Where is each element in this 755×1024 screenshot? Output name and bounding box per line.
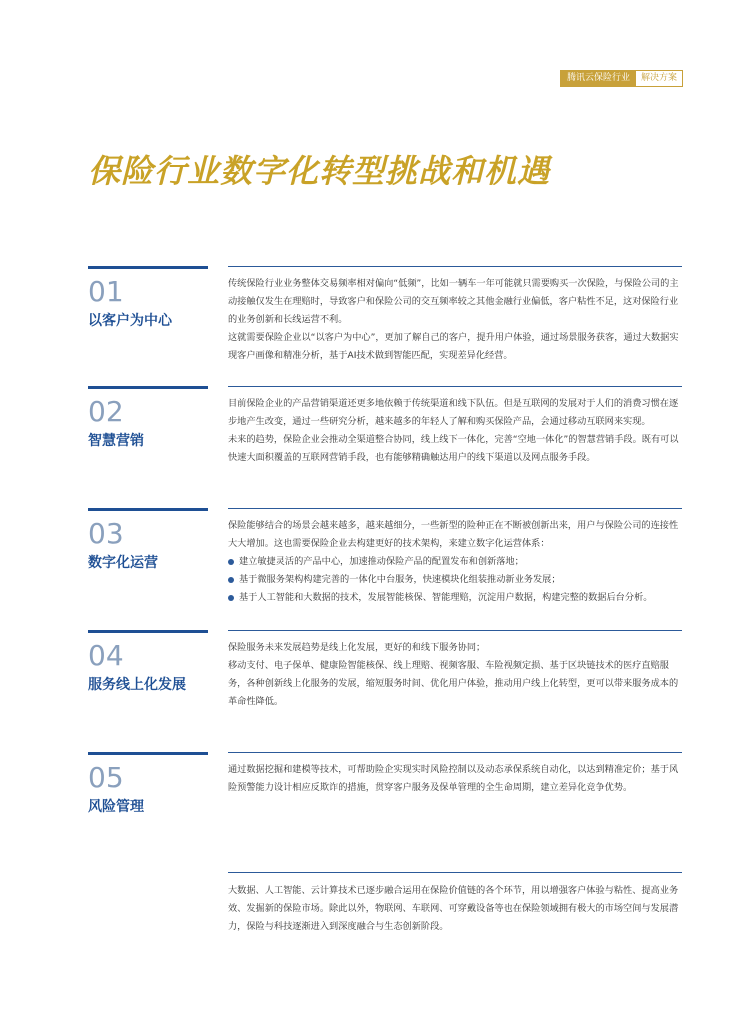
section-bar — [88, 630, 208, 633]
paragraph: 保险服务未来发展趋势是线上化发展，更好的和线下服务协同； — [228, 642, 486, 653]
section-divider — [228, 630, 682, 631]
tag-right: 解决方案 — [636, 71, 682, 86]
section-divider — [228, 386, 682, 387]
closing-divider — [228, 872, 682, 873]
section-divider — [228, 266, 682, 267]
paragraph: 通过数据挖掘和建模等技术，可帮助险企实现实时风险控制以及动态承保系统自动化，以达到精准定价；基于风险预警能力设计相应反欺诈的措施，贯穿客户服务及保单管理的全生命周期，建立差异化竞争优势。 — [228, 764, 679, 793]
paragraph: 这就需要保险企业以“以客户为中心”，更加了解自己的客户，提升用户体验，通过场景服务获客，通过大数据实现客户画像和精准分析，基于AI技术做到智能匹配，实现差异化经营。 — [228, 332, 679, 361]
paragraph: 保险能够结合的场景会越来越多，越来越细分，一些新型的险种正在不断被创新出来，用户与保险公司的连接性大大增加。这也需要保险企业去构建更好的技术架构，来建立数字化运营体系： — [228, 520, 679, 549]
bullet-text: 基于人工智能和大数据的技术，发展智能核保、智能理赔，沉淀用户数据，构建完整的数据后台分析。 — [239, 592, 653, 603]
section-title: 以客户为中心 — [88, 313, 172, 329]
page-title: 保险行业数字化转型挑战和机遇 — [88, 152, 551, 190]
section-bar — [88, 386, 208, 389]
section-divider — [228, 508, 682, 509]
bullet-text: 基于微服务架构构建完善的一体化中台服务，快速模块化组装推动新业务发展； — [239, 574, 561, 585]
bullet-dot-icon — [228, 559, 234, 565]
bullet-dot-icon — [228, 595, 234, 601]
bullet-text: 建立敏捷灵活的产品中心，加速推动保险产品的配置发布和创新落地； — [239, 556, 524, 567]
section-title: 风险管理 — [88, 799, 144, 815]
header-tag — [560, 70, 683, 87]
section-title: 数字化运营 — [88, 555, 158, 571]
section-body — [228, 761, 682, 797]
paragraph: 传统保险行业业务整体交易频率相对偏向“低频”，比如一辆车一年可能就只需要购买一次保险，与保险公司的主动接触仅发生在理赔时，导致客户和保险公司的交互频率较之其他金融行业偏低，客户粘性不足，这对保险行业的业务创新和长线运营不利。 — [228, 278, 679, 325]
paragraph: 未来的趋势，保险企业会推动全渠道整合协同，线上线下一体化，完善“空地一体化”的智慧营销手段。既有可以快速大面积覆盖的互联网营销手段，也有能够精确触达用户的线下渠道以及网点服务手段。 — [228, 434, 679, 463]
section-body — [228, 639, 682, 711]
paragraph: 移动支付、电子保单、健康险智能核保、线上理赔、视频客服、车险视频定损、基于区块链技术的医疗直赔服务，各种创新线上化服务的发展，缩短服务时间、优化用户体验，推动用户线上化转型，更可以带来服务成本的革命性降低。 — [228, 660, 679, 707]
bullet-item — [228, 589, 682, 607]
section-number: 01 — [88, 275, 124, 308]
section-body — [228, 517, 682, 607]
section-body — [228, 275, 682, 365]
bullet-item — [228, 553, 682, 571]
paragraph: 目前保险企业的产品营销渠道还更多地依赖于传统渠道和线下队伍。但是互联网的发展对于人们的消费习惯在逐步地产生改变，通过一些研究分析，越来越多的年轻人了解和购买保险产品，会通过移动互联网来实现。 — [228, 398, 679, 427]
closing-paragraph: 大数据、人工智能、云计算技术已逐步融合运用在保险价值链的各个环节，用以增强客户体验与粘性、提高业务效、发掘新的保险市场。除此以外，物联网、车联网、可穿戴设备等也在保险领域拥有极大的市场空间与发展潜力，保险与科技逐渐进入到深度融合与生态创新阶段。 — [228, 885, 679, 932]
section-bar — [88, 266, 208, 269]
section-bar — [88, 752, 208, 755]
section-title: 智慧营销 — [88, 433, 144, 449]
section-body — [228, 395, 682, 467]
section-number: 05 — [88, 761, 124, 794]
section-bar — [88, 508, 208, 511]
section-number: 02 — [88, 395, 124, 428]
section-divider — [228, 752, 682, 753]
bullet-dot-icon — [228, 577, 234, 583]
section-title: 服务线上化发展 — [88, 677, 186, 693]
section-number: 04 — [88, 639, 124, 672]
tag-left: 腾讯云保险行业 — [561, 71, 636, 86]
bullet-item — [228, 571, 682, 589]
section-number: 03 — [88, 517, 124, 550]
